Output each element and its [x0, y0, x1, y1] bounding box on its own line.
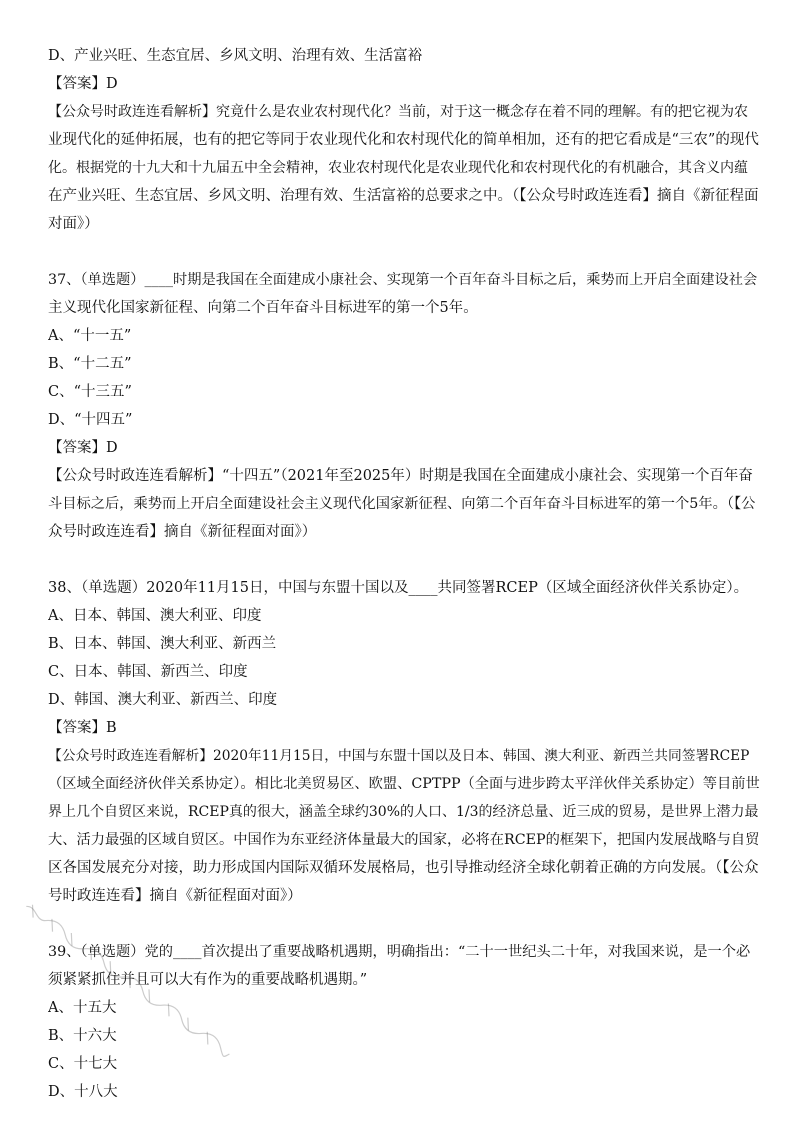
q38-option-d: D、韩国、澳大利亚、新西兰、印度: [48, 692, 278, 708]
q38-analysis-line-6: 号时政连连看】摘自《新征程面对面》）: [48, 888, 302, 904]
q38-analysis-line-1: 【公众号时政连连看解析】2020年11月15日，中国与东盟十国以及日本、韩国、澳大利亚、新西兰共同签署RCEP: [48, 748, 750, 764]
prev-answer: 【答案】D: [48, 76, 118, 92]
prev-analysis-line-2: 业现代化的延伸拓展，也有的把它等同于农业现代化和农村现代化的简单相加，还有的把它看成是“三农”的现代: [48, 132, 759, 148]
q39-stem-line-2: 须紧紧抓住并且可以大有作为的重要战略机遇期。”: [48, 972, 368, 988]
q39-option-a: A、十五大: [48, 1000, 117, 1016]
q37-option-c: C、“十三五”: [48, 384, 132, 400]
q38-stem-line-1: 38、（单选题）2020年11月15日，中国与东盟十国以及____共同签署RCEP（区域全面经济伙伴关系协定）。: [48, 580, 749, 596]
q37-analysis-line-2: 斗目标之后，乘势而上开启全面建设社会主义现代化国家新征程、向第二个百年奋斗目标进军的第一个5年。（【公: [48, 496, 756, 512]
q39-stem-line-1: 39、（单选题）党的____首次提出了重要战略机遇期，明确指出：“二十一世纪头二十年，对我国来说，是一个必: [48, 944, 751, 960]
prev-analysis-line-4: 在产业兴旺、生态宜居、乡风文明、治理有效、生活富裕的总要求之中。（【公众号时政连连看】摘自《新征程面: [48, 188, 759, 204]
q39-option-b: B、十六大: [48, 1028, 117, 1044]
q38-option-b: B、日本、韩国、澳大利亚、新西兰: [48, 636, 277, 652]
q38-answer: 【答案】B: [48, 720, 117, 736]
q39-option-c: C、十七大: [48, 1056, 118, 1072]
q37-answer: 【答案】D: [48, 440, 118, 456]
prev-analysis-line-1: 【公众号时政连连看解析】究竟什么是农业农村现代化？当前，对于这一概念存在着不同的理解。有的把它视为农: [48, 104, 748, 120]
q37-stem-line-2: 主义现代化国家新征程、向第二个百年奋斗目标进军的第一个5年。: [48, 300, 478, 316]
q38-analysis-line-4: 大、活力最强的区域自贸区。中国作为东亚经济体量最大的国家，必将在RCEP的框架下，把国内发展战略与自贸: [48, 832, 760, 848]
q38-analysis-line-3: 界上几个自贸区来说，RCEP真的很大，涵盖全球约30%的人口、1/3的经济总量、近三成的贸易，是世界上潜力最: [48, 804, 759, 820]
q37-option-a: A、“十一五”: [48, 328, 132, 344]
q37-stem-line-1: 37、（单选题）____时期是我国在全面建成小康社会、实现第一个百年奋斗目标之后，乘势而上开启全面建设社会: [48, 272, 758, 288]
q37-analysis-line-1: 【公众号时政连连看解析】“十四五”（2021年至2025年）时期是我国在全面建成小康社会、实现第一个百年奋: [48, 468, 753, 484]
q37-option-d: D、“十四五”: [48, 412, 133, 428]
prev-analysis-line-5: 对面》）: [48, 216, 99, 232]
prev-analysis-line-3: 化。根据党的十九大和十九届五中全会精神，农业农村现代化是农业现代化和农村现代化的有机融合，其含义内蕴: [48, 160, 748, 176]
q37-analysis-line-3: 众号时政连连看】摘自《新征程面对面》）: [48, 524, 317, 540]
q39-option-d: D、十八大: [48, 1084, 118, 1100]
q38-analysis-line-5: 区各国发展充分对接，助力形成国内国际双循环发展格局，也引导推动经济全球化朝着正确的方向发展。（【公众: [48, 860, 759, 876]
q38-analysis-line-2: （区域全面经济伙伴关系协定）。相比北美贸易区、欧盟、CPTPP（全面与进步跨太平洋伙伴关系协定）等目前世: [48, 776, 760, 792]
prev-option-d: D、产业兴旺、生态宜居、乡风文明、治理有效、生活富裕: [48, 48, 423, 64]
q38-option-c: C、日本、韩国、新西兰、印度: [48, 664, 248, 680]
q37-option-b: B、“十二五”: [48, 356, 132, 372]
q38-option-a: A、日本、韩国、澳大利亚、印度: [48, 608, 262, 624]
